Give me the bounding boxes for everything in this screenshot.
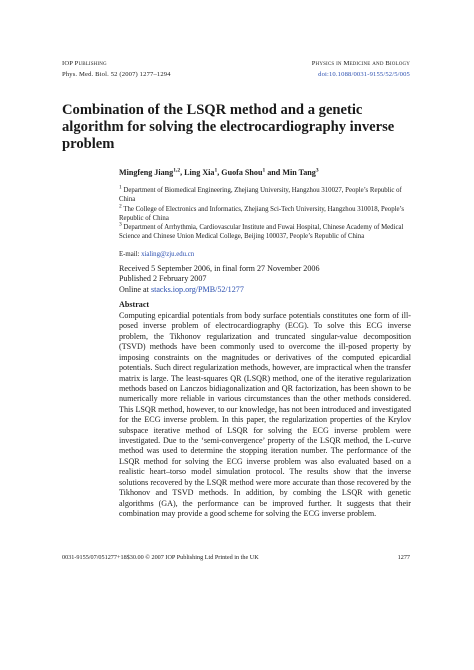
author-affiliation-mark: 1 [262, 167, 266, 174]
citation-line: Phys. Med. Biol. 52 (2007) 1277–1294 [62, 71, 171, 78]
online-label: Online at [119, 284, 149, 294]
author-affiliation-mark: 1,2 [173, 167, 181, 174]
publisher-name: IOP Publishing [62, 60, 107, 67]
affiliation-1 [119, 186, 419, 204]
article-title: Combination of the LSQR method and a genetic algorithm for solving the electrocardiography inverse problem [62, 102, 395, 152]
affiliation-text: The College of Electronics and Informatics, Zhejiang Sci-Tech University, Hangzhou 310018, People’s Republic of China [119, 206, 405, 223]
abstract-heading: Abstract [119, 300, 150, 309]
author-list [119, 168, 319, 177]
author-name: Ling Xia [184, 168, 215, 177]
publication-dates [119, 264, 320, 295]
author-affiliation-mark: 1 [214, 167, 218, 174]
email-line [119, 251, 194, 258]
author-affiliation-mark: 3 [315, 167, 319, 174]
affiliation-mark: 3 [119, 221, 122, 228]
affiliation-mark: 2 [119, 203, 122, 210]
journal-name: Physics in Medicine and Biology [311, 60, 410, 67]
page-number: 1277 [397, 554, 410, 561]
copyright-line: 0031-9155/07/051277+18$30.00 © 2007 IOP Publishing Ltd Printed in the UK [62, 554, 259, 561]
doi-link[interactable]: doi:10.1088/0031-9155/52/5/005 [318, 71, 410, 78]
author-separator: and [265, 168, 283, 177]
published-date: Published 2 February 2007 [119, 274, 207, 284]
author-separator: , [180, 168, 185, 177]
affiliation-3 [119, 223, 419, 241]
author-name: Mingfeng Jiang [119, 168, 174, 177]
author-name: Guofa Shou [221, 168, 263, 177]
affiliation-mark: 1 [119, 184, 122, 191]
affiliation-text: Department of Arrhythmia, Cardiovascular Institute and Fuwai Hospital, Chinese Academy of Medical Science and Chinese Union Medical College, Beijing 100037, People’s Republic of China [119, 224, 404, 241]
email-label: E-mail: [119, 251, 140, 258]
online-link[interactable]: stacks.iop.org/PMB/52/1277 [150, 284, 244, 294]
affiliation-text: Department of Biomedical Engineering, Zhejiang University, Hangzhou 310027, People’s Republic of China [119, 187, 402, 204]
author-separator: , [217, 168, 222, 177]
author-name: Min Tang [282, 168, 316, 177]
affiliation-2 [119, 205, 419, 223]
received-date: Received 5 September 2006, in final form 27 November 2006 [119, 264, 320, 273]
email-link[interactable]: xialing@zju.edu.cn [141, 251, 195, 258]
abstract-body: Computing epicardial potentials from body surface potentials constitutes one form of ill-posed inverse problem of electrocardiography (ECG). To solve this ECG inverse problem, the Tikhonov regularization and truncated singular-value decomposition (TSVD) methods have been commonly used to overcome the ill-posed property by imposing constraints on the magnitudes or derivatives of the computed epicardial potentials. Such direct regularization methods, however, are impractical when the transfer matrix is large. The least-squares QR (LSQR) method, one of the iterative regularization methods based on Lanczos bidiagonalization and QR factorization, has been shown to be numerically more reliable in various circumstances than the other methods considered. This LSQR method, however, to our knowledge, has not been introduced and investigated for the ECG inverse problem. In this paper, the regularization properties of the Krylov subspace iterative method of LSQR for solving the ECG inverse problem were investigated. Due to the ‘semi-convergence’ property of the LSQR method, the L-curve method was used to determine the stopping iteration number. The performance of the LSQR method for solving the ECG inverse problem was also evaluated based on a realistic heart–torso model simulation protocol. The results show that the inverse solutions recovered by the LSQR method were more accurate than those recovered by the Tikhonov and TSVD methods. In addition, by combing the LSQR with genetic algorithms (GA), the performance can be improved further. It suggests that their combination may provide a good scheme for solving the ECG inverse problem. [119, 311, 411, 519]
